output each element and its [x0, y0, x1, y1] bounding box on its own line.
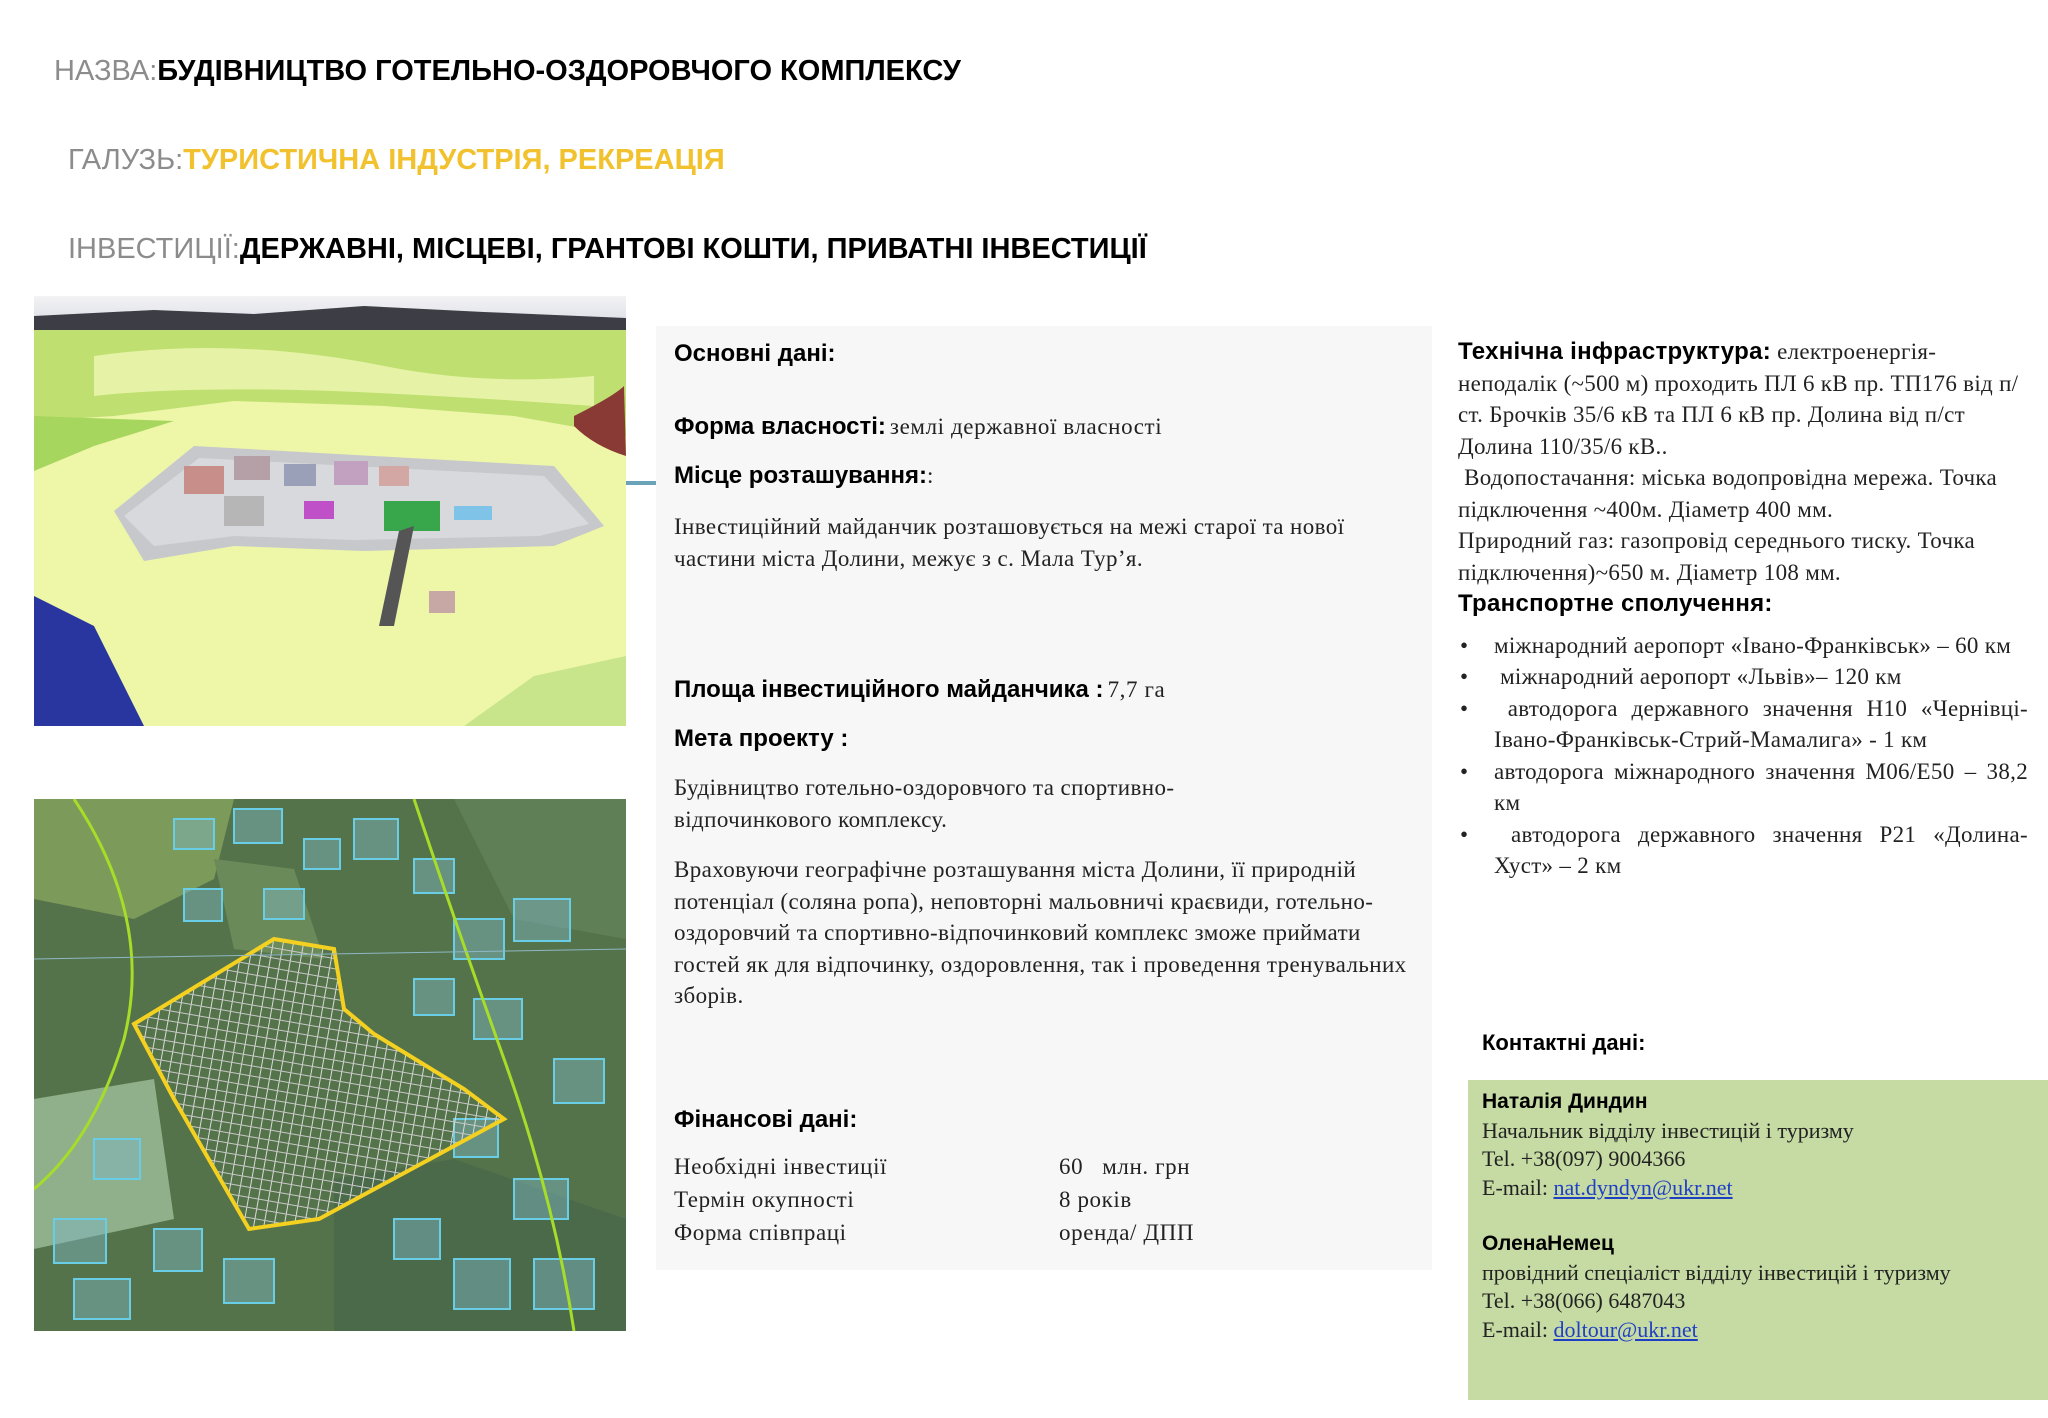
investment-label: ІНВЕСТИЦІЇ: [68, 233, 240, 265]
finance-value: 60 млн. грн [1059, 1154, 1191, 1179]
email-link[interactable]: nat.dyndyn@ukr.net [1553, 1174, 1733, 1200]
transport-item: • міжнародний аеропорт «Івано-Франківськ» – 60 км [1458, 630, 2028, 662]
transport-item: • автодорога державного значення Р21 «Долина-Хуст» – 2 км [1458, 819, 2028, 882]
location-description: Інвестиційний майданчик розташовується на межі старої та нової частини міста Долини, межує з с. Мала Тур’я. [674, 514, 1345, 571]
finance-value: оренда/ ДПП [1059, 1220, 1195, 1245]
area-row [674, 676, 1165, 704]
finance-title: Фінансові дані: [674, 1106, 858, 1133]
industry-line [68, 144, 725, 177]
investment-value: ДЕРЖАВНІ, МІСЦЕВІ, ГРАНТОВІ КОШТИ, ПРИВАТНІ ІНВЕСТИЦІЇ [239, 233, 1147, 265]
aerial-site-map [34, 799, 626, 1331]
main-info-panel [656, 326, 1432, 1270]
ownership-row [674, 413, 1162, 441]
tech-label: Технічна інфраструктура: [1458, 338, 1772, 365]
finance-row [674, 1220, 1414, 1253]
transport-item: • міжнародний аеропорт «Львів»– 120 км [1458, 661, 2028, 693]
contact-card [1482, 1230, 1951, 1344]
contact-name: Наталія Диндин [1482, 1090, 1648, 1113]
email-label: E-mail: [1482, 1316, 1548, 1342]
investment-line [68, 233, 1147, 266]
finance-value: 8 років [1059, 1187, 1132, 1212]
location-suffix: : [926, 463, 934, 488]
water-supply-text: Водопостачання: міська водопровідна мережа. Точка підключення ~400м. Діаметр 400 мм. [1458, 465, 2004, 522]
area-label: Площа інвестиційного майданчика : [674, 676, 1104, 703]
gas-text: Природний газ: газопровід середнього тиску. Точка підключення)~650 м. Діаметр 108 мм. [1458, 528, 1975, 585]
transport-label: Транспортне сполучення: [1458, 590, 1773, 617]
transport-item: • автодорога міжнародного значення М06/Е50 – 38,2 км [1458, 756, 2028, 819]
right-column [1458, 336, 2028, 882]
finance-row [674, 1154, 1414, 1187]
ownership-label: Форма власності: [674, 413, 886, 440]
basic-data-title: Основні дані: [674, 340, 836, 367]
project-name-line [54, 55, 961, 88]
ownership-value: землі державної власності [889, 414, 1163, 439]
contact-phone: Tel. +38(097) 9004366 [1482, 1146, 1686, 1171]
goal-label: Мета проекту : [674, 725, 849, 752]
goal-text-2: Враховуючи географічне розташування міста Долини, її природній потенціал (соляна ропа), неповторні мальовничі краєвиди, готельно-оздоровчий та спортивно-відпочинковий комплекс зможе приймати гостей як для відпочинку, оздоровлення, так і проведення тренувальних зборів. [674, 857, 1407, 1008]
contact-email-row [1482, 1174, 1854, 1203]
email-link[interactable]: doltour@ukr.net [1553, 1316, 1698, 1342]
transport-item: • автодорога державного значення Н10 «Чернівці-Івано-Франківськ-Стрий-Мамалига» - 1 км [1458, 693, 2028, 756]
tech-text: електроенергія- неподалік (~500 м) проходить ПЛ 6 кВ пр. ТП176 від п/ст. Брочків 35/6 кВ та ПЛ 6 кВ пр. Долина від п/ст Долина 110/35/6 кВ.. [1458, 339, 2019, 459]
finance-table [674, 1154, 1414, 1253]
contact-email-row [1482, 1316, 1951, 1345]
name-value: БУДІВНИЦТВО ГОТЕЛЬНО-ОЗДОРОВЧОГО КОМПЛЕКСУ [157, 55, 961, 87]
contacts-title: Контактні дані: [1482, 1030, 1646, 1055]
finance-label: Форма співпраці [674, 1220, 847, 1245]
industry-label: ГАЛУЗЬ: [68, 144, 184, 176]
email-label: E-mail: [1482, 1174, 1548, 1200]
contact-name: ОленаНемец [1482, 1232, 1614, 1255]
transport-heading [1458, 588, 2028, 620]
contacts-box [1468, 1080, 2048, 1400]
goal-text-1: Будівництво готельно-оздоровчого та спортивно-відпочинкового комплексу. [674, 775, 1175, 832]
finance-label: Необхідні інвестиції [674, 1154, 888, 1179]
complex-render-image [34, 296, 626, 726]
contact-phone: Tel. +38(066) 6487043 [1482, 1288, 1686, 1313]
tech-infrastructure [1458, 336, 2028, 462]
transport-list [1458, 630, 2028, 882]
location-row [674, 462, 934, 490]
area-value: 7,7 га [1107, 677, 1166, 702]
name-label: НАЗВА: [54, 55, 158, 87]
industry-value: ТУРИСТИЧНА ІНДУСТРІЯ, РЕКРЕАЦІЯ [183, 144, 725, 176]
finance-label: Термін окупності [674, 1187, 855, 1212]
finance-row [674, 1187, 1414, 1220]
contact-position: провідний спеціаліст відділу інвестицій і туризму [1482, 1259, 1951, 1285]
contact-card [1482, 1088, 1854, 1202]
contact-position: Начальник відділу інвестицій і туризму [1482, 1117, 1854, 1143]
location-label: Місце розташування: [674, 462, 927, 489]
